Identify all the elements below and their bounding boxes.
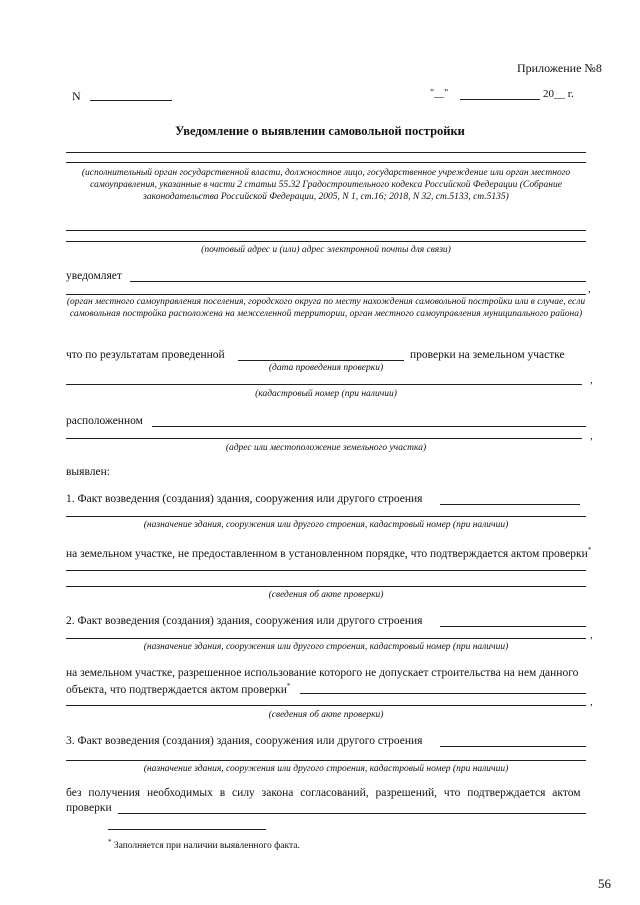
fact2-act-caption: (сведения об акте проверки) [268, 710, 384, 720]
inspection-prefix: что по результатам проведенной [66, 349, 225, 361]
inspection-date-line[interactable] [238, 360, 404, 361]
fact2-act-line-1[interactable] [300, 693, 586, 694]
fact3-cont-2: проверки [66, 802, 112, 814]
fact1-act-caption: (сведения об акте проверки) [268, 590, 384, 600]
located-label: расположенном [66, 415, 143, 427]
date-year: 20__ г. [543, 88, 574, 100]
authority-line-1[interactable] [66, 152, 586, 153]
appendix-label: Приложение №8 [517, 61, 602, 75]
fact1-text: 1. Факт возведения (создания) здания, сооружения или другого строения [66, 493, 423, 505]
fact2-caption: (назначение здания, сооружения или другого строения, кадастровый номер (при наличии) [143, 642, 509, 652]
address-line-1[interactable] [66, 230, 586, 231]
address-caption: (почтовый адрес и (или) адрес электронной почты для связи) [201, 245, 451, 255]
authority-caption: (исполнительный орган государственной власти, должностное лицо, государственное учреждение или орган местного самоуправления, указанные в части 2 статьи 55.32 Градостроительного кодекса Российской Федерации (Собрание законодательства Российской Федерации, 2005, N 1, ст.16; 2018, N 32, ст.5133, ст.5135) [81, 168, 571, 202]
found-label: выявлен: [66, 466, 110, 478]
fact3-caption: (назначение здания, сооружения или другого строения, кадастровый номер (при наличии) [143, 764, 509, 774]
cadastral-line[interactable] [66, 384, 582, 385]
fact2-line[interactable] [440, 626, 586, 627]
fact1-act-line-1[interactable] [66, 570, 586, 571]
notifies-line[interactable] [130, 281, 586, 282]
inspection-date-caption: (дата проведения проверки) [268, 363, 384, 373]
fact3-text: 3. Факт возведения (создания) здания, сооружения или другого строения [66, 735, 423, 747]
location-caption: (адрес или местоположение земельного участка) [225, 443, 427, 453]
local-authority-line[interactable] [66, 294, 586, 295]
date-month-line[interactable] [460, 99, 540, 100]
page-number: 56 [598, 876, 611, 891]
fact1-cont: на земельном участке, не предоставленном в установленном порядке, что подтверждается актом проверки* [66, 546, 592, 560]
fact1-act-line-2[interactable] [66, 586, 586, 587]
fact2-cont-1: на земельном участке, разрешенное использование которого не допускает строительства на нем данного [66, 667, 579, 679]
fact2-text: 2. Факт возведения (создания) здания, сооружения или другого строения [66, 615, 423, 627]
notifies-label: уведомляет [66, 270, 122, 282]
fact1-line-2[interactable] [66, 516, 586, 517]
address-line-2[interactable] [66, 241, 586, 242]
fact1-line[interactable] [440, 504, 580, 505]
footnote: * Заполняется при наличии выявленного факта. [108, 838, 300, 852]
number-label: N [72, 89, 81, 103]
number-field-line[interactable] [90, 100, 172, 101]
fact1-caption: (назначение здания, сооружения или другого строения, кадастровый номер (при наличии) [143, 520, 509, 530]
authority-line-2[interactable] [66, 162, 586, 163]
fact3-line[interactable] [440, 746, 586, 747]
cadastral-caption: (кадастровый номер (при наличии) [255, 389, 397, 399]
fact3-cont-1: без получения необходимых в силу закона согласований, разрешений, что подтверждается актом [66, 787, 581, 799]
footnote-separator [108, 829, 266, 830]
fact2-cont-2: объекта, что подтверждается актом проверки* [66, 682, 291, 696]
date-quote: "__" [430, 88, 449, 99]
fact3-line-2[interactable] [66, 760, 586, 761]
local-authority-caption: (орган местного самоуправления поселения, городского округа по месту нахождения самовольной постройки или в случае, если самовольная постройка расположена на межселенной территории, орган местного самоуправления муниципального района) [66, 297, 586, 319]
fact2-act-line-2[interactable] [66, 705, 586, 706]
document-page: Приложение №8 N "__" 20__ г. Уведомление о выявлении самовольной постройки (исполнительный орган государственной власти, должностное лицо, государственное учреждение или орган местного самоуправления, указанные в части 2 статьи 55.32 Градостроительного кодекса Российской Федерации (Собрание законодательства Российской Федерации, 2005, N 1, ст.16; 2018, N 32, ст.5133, ст.5135) (почтовый адрес и (или) адрес электронной почты для связи) уведомляет , (орган местного самоуправления поселения, городского округа по месту нахождения самовольной постройки или в случае, если самовольная постройка расположена на межселенной территории, орган местного самоуправления муниципального района) что по результатам проведенной проверки на земельном участке (дата проведения проверки) , (кадастровый номер (при наличии) расположенном , (адрес или местоположение земельного участка) выявлен: 1. Факт возведения (создания) здания, сооружения или другого строения (назначение здания, сооружения или другого строения, кадастровый номер (при наличии) на земельном участке, не предоставленном в установленном порядке, что подтверждается актом проверки* (сведения об акте проверки) 2. Факт возведения (создания) здания, сооружения или другого строения , (назначение здания, сооружения или другого строения, кадастровый номер (при наличии) на земельном участке, разрешенное использование которого не допускает строительства на нем данного объекта, что подтверждается актом проверки* , (сведения об акте проверки) 3. Факт возведения (создания) здания, сооружения или другого строения (назначение здания, сооружения или другого строения, кадастровый номер (при наличии) без получения необходимых в силу закона согласований, разрешений, что подтверждается актом проверки * Заполняется при наличии выявленного факта. 56 [0, 0, 640, 905]
fact3-act-line[interactable] [118, 813, 586, 814]
fact2-line-2[interactable] [66, 638, 586, 639]
location-line-2[interactable] [66, 438, 582, 439]
document-title: Уведомление о выявлении самовольной постройки [175, 124, 465, 138]
location-line-1[interactable] [152, 426, 586, 427]
inspection-suffix: проверки на земельном участке [410, 349, 565, 361]
